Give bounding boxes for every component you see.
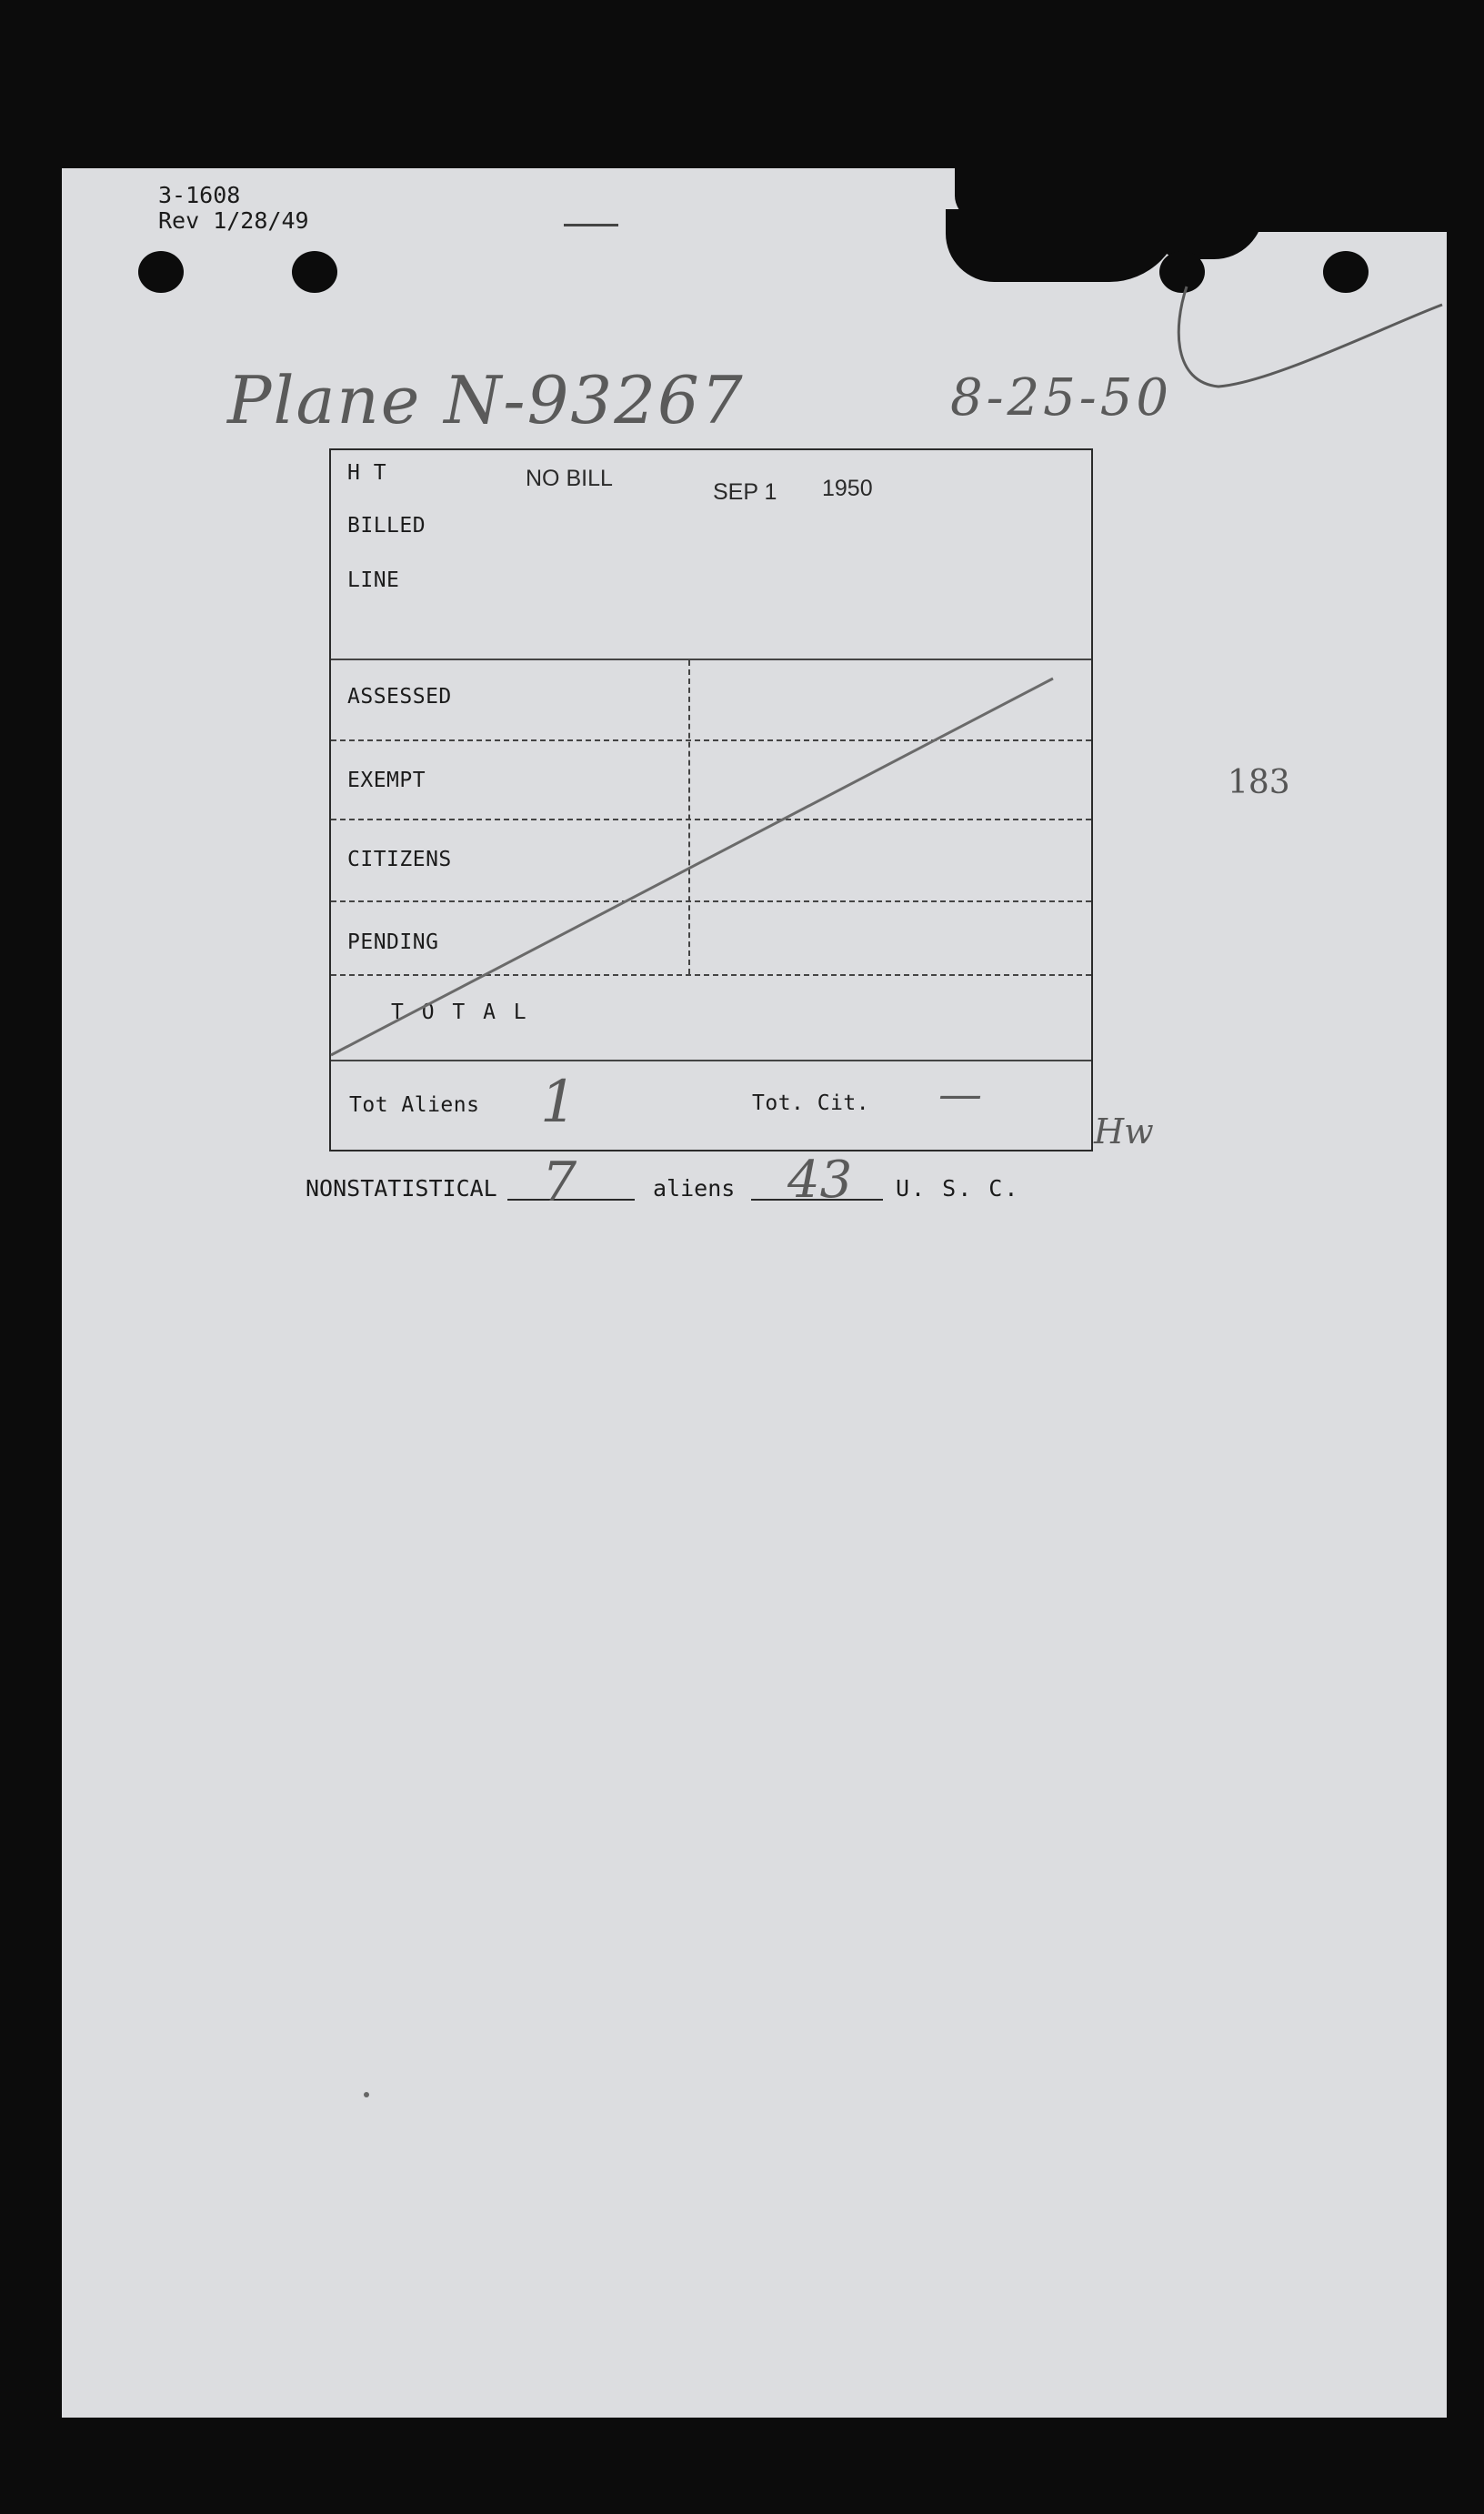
- ht-label: H T: [347, 461, 387, 485]
- date-stamp-year: 1950: [822, 476, 873, 501]
- exempt-label: EXEMPT: [347, 769, 426, 792]
- form-revision: Rev 1/28/49: [158, 207, 309, 234]
- billed-label: BILLED: [347, 514, 426, 538]
- assessed-label: ASSESSED: [347, 685, 452, 709]
- paper-speck: [364, 2092, 369, 2097]
- page-number-stamp: 183: [1228, 764, 1290, 801]
- tot-cit-label: Tot. Cit.: [752, 1091, 870, 1115]
- aliens-label: aliens: [653, 1175, 736, 1202]
- paper-speck: [564, 224, 618, 226]
- line-label: LINE: [347, 568, 400, 592]
- nonstatistical-value: 7: [542, 1151, 577, 1214]
- handwritten-initials: Hw: [1094, 1111, 1154, 1151]
- usc-label: U. S. C.: [896, 1175, 1020, 1202]
- total-label: T O T A L: [391, 1001, 529, 1024]
- tot-cit-value: —: [938, 1069, 982, 1120]
- tot-aliens-value: 1: [540, 1069, 577, 1136]
- form-number: 3-1608: [158, 182, 241, 208]
- handwritten-plane: Plane N-93267: [227, 362, 745, 438]
- nonstatistical-label: NONSTATISTICAL: [306, 1175, 497, 1202]
- no-bill-stamp: NO BILL: [526, 466, 613, 491]
- usc-value: 43: [787, 1151, 853, 1210]
- pending-label: PENDING: [347, 930, 439, 954]
- tot-aliens-label: Tot Aliens: [349, 1093, 480, 1117]
- date-stamp: SEP 1: [713, 479, 777, 505]
- citizens-label: CITIZENS: [347, 848, 452, 871]
- handwritten-date: 8-25-50: [950, 368, 1172, 427]
